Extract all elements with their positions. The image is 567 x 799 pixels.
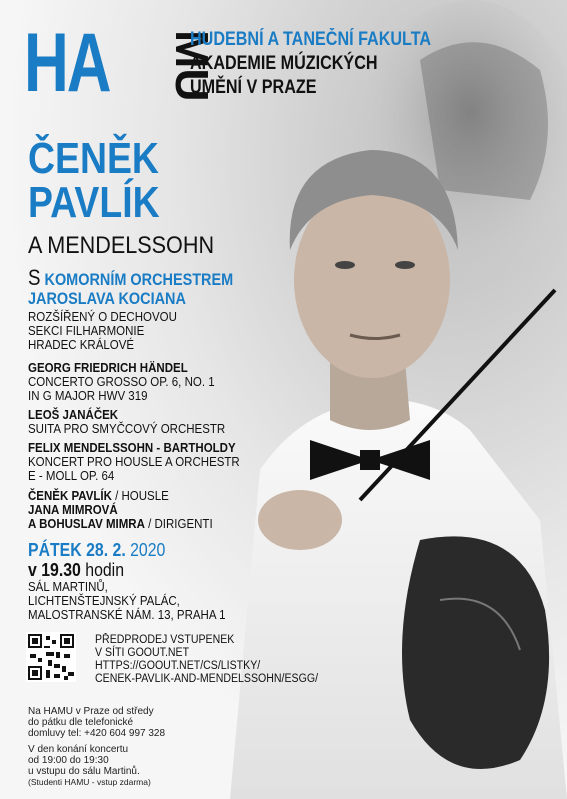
performer-name: ČENĚK PAVLÍK	[28, 489, 112, 503]
extension-line: ROZŠÍŘENÝ O DECHOVOU	[28, 310, 177, 324]
extension-line: HRADEC KRÁLOVÉ	[28, 338, 135, 352]
violin	[402, 536, 549, 769]
concert-title	[28, 134, 160, 227]
hamu-logo	[24, 16, 218, 110]
date-day: PÁTEK 28. 2.	[28, 540, 126, 560]
performer-role: / DIRIGENTI	[144, 517, 213, 531]
program-item	[28, 361, 215, 403]
presale-link[interactable]: HTTPS://GOOUT.NET/CS/LISTKY/	[95, 660, 261, 672]
faculty-line: HUDEBNÍ A TANEČNÍ FAKULTA	[190, 29, 432, 50]
presale-line: PŘEDPRODEJ VSTUPENEK	[95, 634, 235, 646]
composer: GEORG FRIEDRICH HÄNDEL	[28, 361, 188, 375]
info-line: V den konání koncertu	[28, 744, 129, 755]
logo-letters: HA	[24, 16, 110, 110]
venue	[28, 580, 225, 622]
date-time: v 19.30	[28, 560, 81, 580]
performer-role: / HOUSLE	[111, 489, 169, 503]
work: CONCERTO GROSSO OP. 6, NO. 1	[28, 375, 215, 389]
concert-date	[28, 540, 165, 580]
presale-line: V SÍTI GOOUT.NET	[95, 647, 190, 659]
student-note: (Studenti HAMU - vstup zdarma)	[28, 777, 151, 787]
info-line: od 19:00 do 19:30	[28, 755, 109, 766]
title-line: PAVLÍK	[28, 178, 160, 227]
info-line: u vstupu do sálu Martinů.	[28, 766, 140, 777]
qr-code[interactable]	[26, 632, 76, 682]
info-line: domluvy tel: +420 604 997 328	[28, 728, 166, 739]
faculty-line: UMĚNÍ V PRAZE	[190, 77, 317, 98]
orchestra-prefix: S	[28, 265, 41, 290]
concert-day-info	[28, 744, 151, 788]
date-year: 2020	[125, 540, 166, 560]
presale-info	[95, 634, 318, 686]
venue-line: SÁL MARTINŮ,	[28, 580, 108, 594]
hand	[258, 490, 342, 550]
date-unit: hodin	[80, 560, 125, 580]
info-line: do pátku dle telefonické	[28, 717, 134, 728]
work: IN G MAJOR HWV 319	[28, 389, 148, 403]
performer-name: A BOHUSLAV MIMRA	[28, 517, 145, 531]
orchestra-line: KOMORNÍM ORCHESTREM	[44, 270, 234, 289]
logo-mu-rotated	[136, 28, 218, 108]
concert-subtitle: A MENDELSSOHN	[28, 232, 215, 259]
orchestra-line: JAROSLAVA KOCIANA	[28, 289, 186, 308]
performer-name: JANA MIMROVÁ	[28, 503, 118, 517]
info-line: Na HAMU v Praze od středy	[28, 706, 154, 717]
presale-link[interactable]: CENEK-PAVLIK-AND-MENDELSSOHN/ESGG/	[95, 673, 319, 685]
faculty-name	[190, 28, 431, 100]
work: KONCERT PRO HOUSLE A ORCHESTR	[28, 455, 240, 469]
composer: FELIX MENDELSSOHN - BARTHOLDY	[28, 441, 236, 455]
work: SUITA PRO SMYČCOVÝ ORCHESTR	[28, 422, 226, 436]
program-item	[28, 408, 225, 436]
program-item	[28, 441, 240, 483]
booking-info	[28, 706, 165, 739]
orchestra-extension	[28, 310, 177, 352]
composer: LEOŠ JANÁČEK	[28, 408, 119, 422]
svg-text:MU: MU	[166, 30, 218, 102]
extension-line: SEKCI FILHARMONIE	[28, 324, 145, 338]
faculty-line: AKADEMIE MÚZICKÝCH	[190, 53, 378, 74]
orchestra	[28, 265, 234, 308]
venue-line: LICHTENŠTEJNSKÝ PALÁC,	[28, 594, 180, 608]
work: E - MOLL OP. 64	[28, 469, 115, 483]
venue-line: MALOSTRANSKÉ NÁM. 13, PRAHA 1	[28, 608, 226, 622]
performers	[28, 489, 213, 531]
title-line: ČENĚK	[28, 134, 159, 183]
